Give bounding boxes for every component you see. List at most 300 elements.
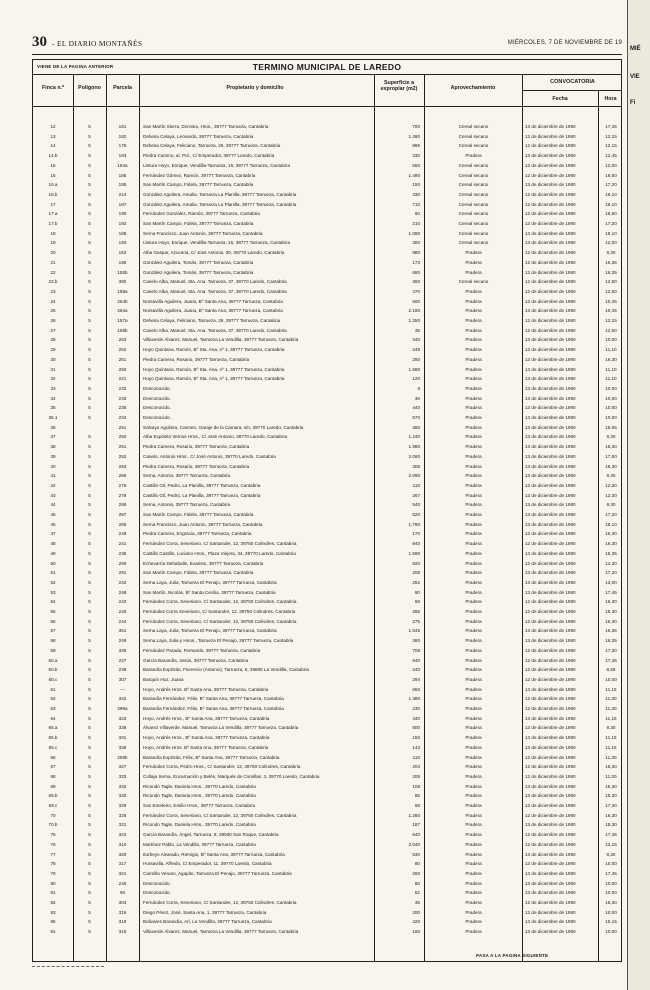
cell-poligono: 5 bbox=[88, 900, 91, 905]
cell-poligono: 5 bbox=[88, 851, 91, 857]
table-row bbox=[33, 704, 621, 714]
cell-fecha: 13 de diciembre de 1990 bbox=[525, 376, 576, 382]
cell-hora: 17,30 bbox=[605, 647, 617, 653]
cell-aprovechamiento: Pradera bbox=[465, 482, 482, 488]
cell-finca: 27 bbox=[50, 327, 56, 333]
table-row bbox=[33, 869, 621, 879]
cell-finca: 17 bbox=[50, 201, 56, 207]
cell-propietario: Canelo Alba, Manuel, Sta. Ana. Tarrueza, 37, 39770 Laredo, Cantabria bbox=[143, 288, 287, 294]
cell-hora: 12,50 bbox=[605, 288, 617, 294]
cell-superficie: 1.490 bbox=[408, 172, 420, 178]
header-finca: Finca n.º bbox=[42, 85, 64, 91]
cell-aprovechamiento: Pradera bbox=[465, 473, 482, 479]
cell-aprovechamiento: Pradera bbox=[465, 434, 482, 440]
cell-hora: 12,30 bbox=[605, 492, 617, 498]
cell-aprovechamiento: Pradera bbox=[465, 929, 482, 935]
cell-parcela: 190 bbox=[118, 211, 127, 217]
cell-hora: 16,10 bbox=[605, 191, 617, 197]
cell-superficie: 1.590 bbox=[408, 550, 420, 556]
cell-parcela: 242 bbox=[118, 579, 127, 585]
cell-poligono: 5 bbox=[88, 482, 91, 488]
cell-aprovechamiento: Pradera bbox=[465, 415, 482, 420]
cell-parcela: 249 bbox=[118, 638, 127, 644]
cell-aprovechamiento: Pradera bbox=[465, 638, 482, 644]
cell-parcela: 390 bbox=[118, 279, 127, 285]
cell-superficie: 110 bbox=[412, 482, 420, 488]
cell-finca: 24 bbox=[50, 298, 56, 304]
cell-propietario: Barandía Expósito, Félix, Bº Santa Ana, 39777 Tarrueza, Cantabria bbox=[143, 754, 280, 760]
cell-aprovechamiento: Pradera bbox=[465, 589, 482, 595]
cell-fecha: 13 de diciembre de 1990 bbox=[525, 851, 576, 857]
cell-superficie: 150 bbox=[412, 735, 420, 741]
cell-poligono: 5 bbox=[88, 376, 91, 382]
cell-poligono: 5 bbox=[88, 667, 91, 673]
cell-fecha: 13 de diciembre de 1990 bbox=[525, 444, 576, 450]
cell-superficie: 330 bbox=[412, 153, 420, 159]
cell-propietario: Collaja Serna, Encarnación y Belén, Marqués de Comillas, 3, 39770 Laredo, Cantabria bbox=[143, 773, 320, 779]
cell-hora: 10,00 bbox=[605, 415, 617, 420]
cell-hora: 12,30 bbox=[605, 482, 617, 488]
cell-propietario: Piedra Camera, Engracia, 39777 Tarrueza, Cantabria bbox=[143, 531, 252, 537]
cell-propietario: González Aguilera, Amalia, Tarrueza La Planilla, 39777 Tarrueza, Cantabria bbox=[143, 201, 297, 207]
cell-poligono: 5 bbox=[88, 211, 91, 217]
cell-fecha: 12 de diciembre de 1990 bbox=[525, 657, 576, 663]
cell-fecha: 13 de diciembre de 1990 bbox=[525, 822, 576, 828]
cell-superficie: 294 bbox=[412, 676, 420, 682]
cell-parcela: 331 bbox=[118, 822, 127, 828]
cell-finca: 29 bbox=[50, 347, 56, 353]
table-row bbox=[33, 820, 621, 830]
cell-parcela: 285 bbox=[118, 521, 127, 527]
cell-fecha: 12 de diciembre de 1990 bbox=[525, 133, 576, 139]
cell-aprovechamiento: Pradera bbox=[465, 444, 482, 450]
cell-poligono: 5 bbox=[88, 337, 91, 343]
cell-finca: 55 bbox=[50, 609, 56, 614]
cell-finca: 60.a bbox=[48, 657, 58, 663]
cell-aprovechamiento: Pradera bbox=[465, 676, 482, 682]
cell-superficie: 710 bbox=[412, 201, 420, 207]
cell-superficie: 995 bbox=[412, 143, 420, 149]
cell-hora: 16,30 bbox=[605, 599, 617, 605]
cell-parcela: 234 bbox=[118, 415, 127, 420]
cell-poligono: 5 bbox=[88, 153, 91, 159]
cell-fecha: 12 de diciembre de 1990 bbox=[525, 676, 576, 682]
cell-superficie: 1.240 bbox=[408, 434, 420, 440]
cell-superficie: 530 bbox=[412, 851, 420, 857]
cell-finca: 20 bbox=[50, 250, 56, 256]
cell-poligono: 5 bbox=[88, 240, 91, 246]
table-row bbox=[33, 743, 621, 753]
table-row bbox=[33, 306, 621, 316]
cell-parcela: 275 bbox=[118, 482, 127, 488]
cell-fecha: 12 de diciembre de 1990 bbox=[525, 900, 576, 905]
cell-parcela: 236 bbox=[118, 550, 127, 556]
cell-superficie: 208 bbox=[412, 570, 420, 576]
cell-parcela: 152 bbox=[118, 250, 127, 256]
cell-parcela: 185 bbox=[118, 172, 127, 178]
cell-propietario: Hontavilla, Alfredo, C/ Emperador, 11, 39770 Laredo, Cantabria bbox=[143, 861, 272, 867]
cell-propietario: San Emeterio, Emilio Hros., 39777 Tarrueza, Cantabria bbox=[143, 803, 256, 808]
cell-fecha: 12 de diciembre de 1990 bbox=[525, 201, 576, 207]
cell-propietario: Serna, Antonio, 39777 Tarrueza, Cantabria bbox=[143, 502, 230, 508]
cell-parcela: 332 bbox=[118, 783, 127, 789]
cell-finca: 58 bbox=[50, 638, 56, 644]
cell-fecha: 12 de diciembre de 1990 bbox=[525, 143, 576, 149]
cell-finca: 30 bbox=[50, 356, 56, 362]
table-row bbox=[33, 287, 621, 297]
cell-parcela: 214 bbox=[118, 191, 127, 197]
table-row bbox=[33, 471, 621, 481]
cell-propietario: Lletura Hoyo, Enrique, Vendilla-Tarrueza, 15, 39777 Tarrueza, Cantabria bbox=[143, 162, 291, 168]
cell-hora: 16,30 bbox=[605, 609, 617, 614]
cell-aprovechamiento: Pradera bbox=[465, 832, 482, 838]
cell-superficie: 300 bbox=[412, 240, 420, 246]
cell-finca: 53 bbox=[50, 589, 56, 595]
cell-aprovechamiento: Pradera bbox=[465, 900, 482, 905]
cell-finca: 40 bbox=[50, 463, 56, 469]
cell-propietario: Serna Laya, Julia, Tarrueza El Penajo, 39777 Tarrueza, Cantabria bbox=[143, 628, 277, 634]
cell-aprovechamiento: Pradera bbox=[465, 492, 482, 498]
cell-aprovechamiento: Cereal secano bbox=[458, 191, 489, 197]
cell-fecha: 13 de diciembre de 1990 bbox=[525, 715, 576, 721]
cell-finca: 56 bbox=[50, 618, 56, 624]
cell-finca: 63 bbox=[50, 706, 56, 711]
cell-superficie: 440 bbox=[412, 715, 420, 721]
cell-hora: 11,15 bbox=[605, 686, 617, 692]
cell-parcela: 189 bbox=[118, 230, 127, 236]
table-row bbox=[33, 268, 621, 278]
cell-hora: 13,15 bbox=[605, 841, 617, 847]
cell-finca: 15 bbox=[50, 162, 56, 168]
cell-propietario: Fernández Corra, Severiano, C/ Santander, 12, 39750 Colindres, Cantabria bbox=[143, 541, 297, 547]
cell-fecha: 13 de diciembre de 1990 bbox=[525, 182, 576, 188]
cell-finca: 48 bbox=[50, 541, 56, 547]
cell-aprovechamiento: Pradera bbox=[465, 347, 482, 353]
cell-hora: 15,35 bbox=[605, 550, 617, 556]
cell-aprovechamiento: Cereal secano bbox=[458, 211, 489, 217]
cell-hora: 16,50 bbox=[605, 172, 617, 178]
cell-fecha: 13 de diciembre de 1990 bbox=[525, 434, 576, 440]
table-row bbox=[33, 559, 621, 569]
cell-propietario: González Aguilera, Tomás, 39777 Tarrueza, Cantabria bbox=[143, 269, 254, 275]
table-title-band bbox=[33, 60, 621, 75]
cell-fecha: 13 de diciembre de 1990 bbox=[525, 385, 576, 391]
cell-finca: 46 bbox=[50, 521, 56, 527]
table-row bbox=[33, 859, 621, 869]
cell-parcela: 325 bbox=[118, 812, 127, 818]
cell-finca: 62 bbox=[50, 696, 56, 702]
cell-parcela: 322 bbox=[118, 832, 127, 838]
cell-fecha: 13 de diciembre de 1990 bbox=[525, 628, 576, 634]
cell-aprovechamiento: Pradera bbox=[465, 298, 482, 304]
cell-propietario: Ricondo Tagle, Daniela Hros., 39770 Laredo, Cantabria bbox=[143, 822, 256, 828]
cell-aprovechamiento: Pradera bbox=[465, 453, 482, 459]
table-row bbox=[33, 636, 621, 646]
cell-finca: 18 bbox=[50, 230, 56, 236]
cell-aprovechamiento: Cereal secano bbox=[458, 172, 489, 178]
cell-hora: 11,10 bbox=[605, 366, 617, 372]
cell-fecha: 12 de diciembre de 1990 bbox=[525, 754, 576, 760]
cell-finca: 35 bbox=[50, 405, 56, 411]
cell-hora: 16,30 bbox=[605, 541, 617, 547]
cell-finca: 82 bbox=[50, 900, 56, 905]
cell-hora: 16,35 bbox=[605, 628, 617, 634]
cell-aprovechamiento: Pradera bbox=[465, 531, 482, 537]
cell-poligono: 5 bbox=[88, 521, 91, 527]
cell-aprovechamiento: Pradera bbox=[465, 599, 482, 605]
cell-aprovechamiento: Pradera bbox=[465, 259, 482, 265]
cell-finca: 65.c bbox=[48, 744, 58, 750]
cell-finca: 22 bbox=[50, 269, 56, 275]
cell-parcela: 185 bbox=[118, 182, 127, 188]
header-aprovechamiento: Aprovechamiento bbox=[450, 85, 496, 91]
cell-propietario: Dehesa Celaya, Feliciano, Tarrueza, 26, 39777 Tarrueza, Cantabria bbox=[143, 318, 281, 323]
cell-parcela: 235 bbox=[118, 405, 127, 411]
cell-finca: 49 bbox=[50, 550, 56, 556]
cell-superficie: 68 bbox=[414, 803, 420, 808]
cell-superficie: 120 bbox=[412, 376, 420, 382]
cell-finca: 69.b bbox=[48, 793, 58, 799]
cell-parcela: 342 bbox=[118, 696, 127, 702]
cell-superficie: 330 bbox=[412, 191, 420, 197]
cell-propietario: García Barandía, Ángel, Tarrueza, 9, 39930 San Roque, Cantabria bbox=[143, 832, 279, 838]
cell-parcela: 286 bbox=[118, 473, 127, 479]
cell-superficie: 252 bbox=[412, 579, 420, 585]
cell-fecha: 12 de diciembre de 1990 bbox=[525, 647, 576, 653]
cell-finca: 41 bbox=[50, 473, 56, 479]
table-row bbox=[33, 656, 621, 666]
cell-parcela: 252 bbox=[118, 453, 127, 459]
cell-finca: 21 bbox=[50, 259, 56, 265]
cell-aprovechamiento: Cereal secano bbox=[458, 221, 489, 226]
cell-aprovechamiento: Pradera bbox=[465, 735, 482, 741]
cell-poligono: 5 bbox=[88, 405, 91, 411]
cell-hora: 11,10 bbox=[605, 347, 617, 353]
cell-finca: 77 bbox=[50, 851, 56, 857]
cell-parcela: 157a bbox=[117, 318, 128, 323]
cell-finca: 83 bbox=[50, 909, 56, 915]
cell-fecha: 13 de diciembre de 1990 bbox=[525, 570, 576, 576]
cell-superficie: 1.980 bbox=[408, 444, 420, 450]
cell-aprovechamiento: Pradera bbox=[465, 153, 482, 159]
cell-aprovechamiento: Pradera bbox=[465, 463, 482, 469]
adjacent-page-text: VIE bbox=[630, 74, 640, 80]
table-row bbox=[33, 345, 621, 355]
cell-fecha: 13 de diciembre de 1990 bbox=[525, 356, 576, 362]
cell-aprovechamiento: Pradera bbox=[465, 405, 482, 411]
cell-propietario: Fernández Corra, Severiano, C/ Santander, 12, 39750 Colindres, Cantabria bbox=[143, 900, 297, 905]
cell-poligono: 5 bbox=[88, 395, 91, 401]
table-row bbox=[33, 529, 621, 539]
cell-finca: 17.a bbox=[48, 211, 58, 217]
header-convocatoria: CONVOCATORIA bbox=[522, 74, 622, 91]
cell-aprovechamiento: Pradera bbox=[465, 744, 482, 750]
table-row bbox=[33, 316, 621, 326]
cell-hora: 16,10 bbox=[605, 201, 617, 207]
cell-finca: 50 bbox=[50, 560, 56, 566]
cell-hora: 12,50 bbox=[605, 279, 617, 285]
cell-hora: 10,00 bbox=[605, 405, 617, 411]
cell-poligono: 5 bbox=[88, 182, 91, 188]
cell-hora: 12,50 bbox=[605, 327, 617, 333]
cell-finca: 69.c bbox=[48, 803, 58, 808]
cell-poligono: 5 bbox=[88, 201, 91, 207]
cell-fecha: 13 de diciembre de 1990 bbox=[525, 347, 576, 353]
cell-hora: 16,35 bbox=[605, 638, 617, 644]
cell-poligono: 5 bbox=[88, 259, 91, 265]
table-row bbox=[33, 462, 621, 472]
table-row bbox=[33, 510, 621, 520]
cell-poligono: 5 bbox=[88, 473, 91, 479]
cell-poligono: 5 bbox=[88, 172, 91, 178]
cell-hora: 17,20 bbox=[605, 182, 617, 188]
cell-superficie: 267 bbox=[412, 492, 420, 498]
cell-parcela: 238 bbox=[118, 667, 127, 673]
cell-superficie: 200 bbox=[412, 909, 420, 915]
cell-hora: 11,15 bbox=[605, 715, 617, 721]
cell-parcela: 237 bbox=[118, 657, 127, 663]
table-row bbox=[33, 830, 621, 840]
cell-propietario: San Martín Campo, Fidela, 39777 Tarrueza, Cantabria bbox=[143, 182, 254, 188]
cell-poligono: 5 bbox=[88, 589, 91, 595]
cell-fecha: 12 de diciembre de 1990 bbox=[525, 327, 576, 333]
cell-aprovechamiento: Pradera bbox=[465, 880, 482, 886]
cell-poligono: 5 bbox=[88, 647, 91, 653]
cell-propietario: Dehesa Celaya, Leonardo, 39777 Tarrueza, Cantabria bbox=[143, 133, 254, 139]
cell-hora: 12,00 bbox=[605, 240, 617, 246]
cell-fecha: 13 de diciembre de 1990 bbox=[525, 298, 576, 304]
cell-parcela: 263 bbox=[118, 337, 127, 343]
cell-superficie: 1.380 bbox=[408, 696, 420, 702]
cell-aprovechamiento: Pradera bbox=[465, 269, 482, 275]
cell-superficie: 210 bbox=[412, 221, 420, 226]
cell-fecha: 13 de diciembre de 1990 bbox=[525, 919, 576, 925]
cell-superficie: 620 bbox=[412, 512, 420, 517]
cell-aprovechamiento: Pradera bbox=[465, 356, 482, 362]
cell-parcela: 321 bbox=[118, 870, 127, 876]
cell-poligono: 5 bbox=[88, 230, 91, 236]
cell-propietario: Fernández Parada, Fernando, 39777 Tarrueza, Cantabria bbox=[143, 647, 261, 653]
cell-propietario: San Martín, Nicolás, Bº Santa Cecilia, 39777 Tarrueza, Cantabria bbox=[143, 589, 276, 595]
cell-aprovechamiento: Pradera bbox=[465, 783, 482, 789]
cell-fecha: 12 de diciembre de 1990 bbox=[525, 773, 576, 779]
table-row bbox=[33, 219, 621, 229]
adjacent-page-text: MIÉ bbox=[630, 46, 641, 52]
cell-finca: 57 bbox=[50, 628, 56, 634]
table-row bbox=[33, 811, 621, 821]
cell-superficie: 1.350 bbox=[408, 318, 420, 323]
cell-hora: 10,00 bbox=[605, 676, 617, 682]
cell-propietario: Alba Expósito Vernus Hros., C/ José Antonio, 39770 Laredo, Cantabria bbox=[143, 434, 288, 440]
table-row bbox=[33, 597, 621, 607]
cell-propietario: Hoyo, Andrés Hros., Bº Santa Ana, 39777 Tarrueza, Cantabria bbox=[143, 715, 270, 721]
cell-propietario: Fernández Corra, Severiano, C/ Santander, 12, 39750 Colindres, Cantabria bbox=[143, 599, 297, 605]
table-row bbox=[33, 335, 621, 345]
cell-aprovechamiento: Pradera bbox=[465, 754, 482, 760]
cell-superficie: 160 bbox=[412, 929, 420, 935]
cell-fecha: 13 de diciembre de 1990 bbox=[525, 473, 576, 479]
cell-propietario: Álvarez Villaverde, Manuel, Tarrueza La Vendilla, 39777 Tarrueza, Cantabria bbox=[143, 725, 299, 731]
cell-poligono: 5 bbox=[88, 638, 91, 644]
cell-poligono: 5 bbox=[88, 560, 91, 566]
cell-poligono: 5 bbox=[88, 861, 91, 867]
cell-finca: 39 bbox=[50, 453, 56, 459]
cell-hora: 16,30 bbox=[605, 531, 617, 537]
cell-hora: 10,00 bbox=[605, 880, 617, 886]
cell-superficie: 35 bbox=[414, 327, 420, 333]
cell-superficie: 143 bbox=[412, 744, 420, 750]
masthead bbox=[32, 34, 622, 52]
cell-propietario: San Martín Campo, Fidela, 39777 Tarrueza, Cantabria bbox=[143, 512, 254, 517]
cell-fecha: 12 de diciembre de 1990 bbox=[525, 541, 576, 547]
cell-aprovechamiento: Cereal secano bbox=[458, 279, 489, 285]
cell-aprovechamiento: Pradera bbox=[465, 308, 482, 314]
cell-hora: 10,00 bbox=[605, 395, 617, 401]
cell-poligono: 5 bbox=[88, 686, 91, 692]
cell-superficie: 600 bbox=[412, 298, 420, 304]
cell-poligono: 5 bbox=[88, 279, 91, 285]
cell-poligono: 5 bbox=[88, 512, 91, 517]
cell-poligono: 5 bbox=[88, 550, 91, 556]
cell-poligono: 5 bbox=[88, 841, 91, 847]
cell-finca: 76 bbox=[50, 841, 56, 847]
cell-fecha: 13 de diciembre de 1990 bbox=[525, 744, 576, 750]
cell-hora: 16,30 bbox=[605, 812, 617, 818]
cell-fecha: 12 de diciembre de 1990 bbox=[525, 609, 576, 614]
cell-aprovechamiento: Cereal secano bbox=[458, 124, 489, 129]
cell-propietario: Serna Laya, Julia y Hnos., Tarrueza El Penajo, 39777 Tarrueza, Cantabria bbox=[143, 638, 294, 644]
cell-hora: 17,50 bbox=[605, 453, 617, 459]
cell-hora: 10,00 bbox=[605, 890, 617, 896]
table-row bbox=[33, 171, 621, 181]
table-row bbox=[33, 694, 621, 704]
cell-poligono: 5 bbox=[88, 191, 91, 197]
cell-propietario: Nontavilla Aguilera, Juana, Bº Santa Ana, 39777 Tarrueza, Cantabria bbox=[143, 298, 283, 304]
cell-aprovechamiento: Cereal secano bbox=[458, 240, 489, 246]
table-row bbox=[33, 714, 621, 724]
cell-poligono: 5 bbox=[88, 919, 91, 925]
cell-parcela: 240 bbox=[118, 609, 127, 614]
cell-superficie: 640 bbox=[412, 832, 420, 838]
cell-propietario: Fernández Gómez, Ramón, 39777 Tarrueza, Cantabria bbox=[143, 172, 256, 178]
cell-finca: 68 bbox=[50, 773, 56, 779]
cell-superficie: 52 bbox=[414, 890, 420, 896]
cell-superficie: 1.080 bbox=[408, 230, 420, 236]
cell-hora: 16,30 bbox=[605, 764, 617, 770]
cell-propietario: Villaverde Álvarez, Manuel, Tarrueza La Vendilla, 39777 Tarrueza, Cantabria bbox=[143, 337, 299, 343]
cell-propietario: Fernández Corra, Severiano, C/ Santander, 12, 39750 Colindres, Cantabria bbox=[143, 812, 297, 818]
cell-superficie: 1.545 bbox=[408, 628, 420, 634]
cell-superficie: 110 bbox=[412, 754, 420, 760]
cell-aprovechamiento: Pradera bbox=[465, 764, 482, 770]
cell-parcela: 327 bbox=[118, 764, 127, 770]
cell-parcela: 320 bbox=[118, 851, 127, 857]
cell-hora: 15,30 bbox=[605, 783, 617, 789]
cell-fecha: 12 de diciembre de 1990 bbox=[525, 259, 576, 265]
cell-superficie: 1.580 bbox=[408, 366, 420, 372]
cell-finca: 66 bbox=[50, 754, 56, 760]
table-row bbox=[33, 180, 621, 190]
cell-aprovechamiento: Pradera bbox=[465, 890, 482, 896]
cell-finca: 45 bbox=[50, 512, 56, 517]
cell-poligono: 5 bbox=[88, 308, 91, 314]
table-row bbox=[33, 607, 621, 617]
cell-aprovechamiento: Cereal secano bbox=[458, 182, 489, 188]
cell-propietario: Carmilla Verano, Agapito, Tarrueza El Penajo, 39777 Tarrueza, Cantabria bbox=[143, 870, 292, 876]
masthead-rule bbox=[32, 54, 622, 55]
cell-fecha: 12 de diciembre de 1990 bbox=[525, 706, 576, 711]
cell-hora: 11,00 bbox=[605, 773, 617, 779]
